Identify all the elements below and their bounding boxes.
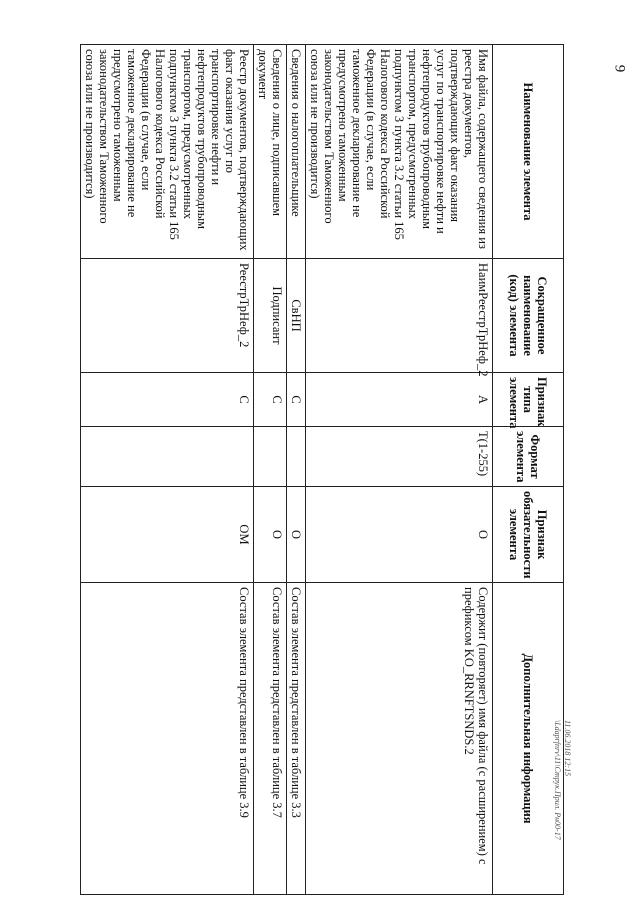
header-code: Сокращенное наименование (код) элемента xyxy=(493,259,564,373)
cell-info: Состав элемента представлен в таблице 3.9 xyxy=(81,583,254,895)
cell-type: С xyxy=(287,373,306,427)
cell-name: Сведения о лице, подписавшем документ xyxy=(254,45,287,259)
cell-code: НаимРеестрТрНеф_2 xyxy=(306,259,493,373)
cell-info: Содержит (повторяет) имя файла (с расширением) с префиксом KO_RRNFTSNDS.2 xyxy=(306,583,493,895)
cell-required: О xyxy=(254,487,287,583)
cell-type: С xyxy=(81,373,254,427)
cell-code: РеестрТрНеф_2 xyxy=(81,259,254,373)
header-format: Формат элемента xyxy=(493,427,564,487)
cell-code: СвНП xyxy=(287,259,306,373)
table-row xyxy=(287,45,306,895)
cell-required: О xyxy=(287,487,306,583)
table-row xyxy=(81,45,254,895)
header-info: Дополнительная информация xyxy=(493,583,564,895)
cell-format xyxy=(254,427,287,487)
page-number: 9 xyxy=(610,64,627,73)
cell-name: Реестр документов, подтверждающих факт оказания услуг по транспортировке нефти и нефтепродуктов трубопроводным транспортом, предусмотренных подпунктом 3 пункта 3.2 статьи 165 Налогового кодекса Российской Федерации (в случае, если таможенное декларирование не предусмотрено таможенным законодательством Таможенного союза или не производится) xyxy=(81,45,254,259)
header-name: Наименование элемента xyxy=(493,45,564,259)
cell-code: Подписант xyxy=(254,259,287,373)
header-required: Признак обязательности элемента xyxy=(493,487,564,583)
footer-line-1: 11.06.2018 12:15 xyxy=(563,720,572,777)
table-row xyxy=(306,45,493,895)
cell-format xyxy=(287,427,306,487)
cell-info: Состав элемента представлен в таблице 3.7 xyxy=(254,583,287,895)
footer-stamp xyxy=(552,720,572,900)
header-type: Признак типа элемента xyxy=(493,373,564,427)
cell-info: Состав элемента представлен в таблице 3.3 xyxy=(287,583,306,895)
elements-table xyxy=(80,44,564,895)
cell-format: T(1-255) xyxy=(306,427,493,487)
cell-name: Имя файла, содержащего сведения из реестра документов, подтверждающих факт оказания услуг по транспортировке нефти и нефтепродуктов трубопроводным транспортом, предусмотренных подпунктом 3 пункта 3.2 статьи 165 Налогового кодекса Российской Федерации (в случае, если таможенное декларирование не предусмотрено таможенным законодательством Таможенного союза или не производится) xyxy=(306,45,493,259)
cell-type: С xyxy=(254,373,287,427)
table-row xyxy=(254,45,287,895)
cell-format xyxy=(81,427,254,487)
footer-line-2: \Ldaprfnrv\11\Струк.Прил. Рн00-17 xyxy=(553,720,562,840)
cell-required: ОМ xyxy=(81,487,254,583)
elements-table-container xyxy=(83,44,564,894)
cell-required: О xyxy=(306,487,493,583)
cell-type: А xyxy=(306,373,493,427)
cell-name: Сведения о налогоплательщике xyxy=(287,45,306,259)
